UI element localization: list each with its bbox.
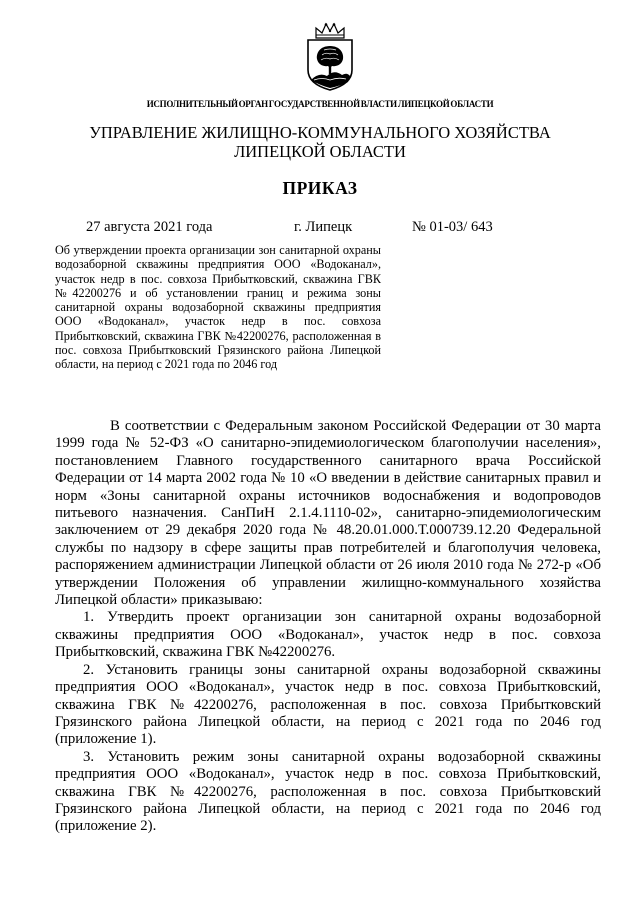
document-title: ПРИКАЗ [282,178,358,198]
document-city: г. Липецк [294,219,353,235]
department-line-1: УПРАВЛЕНИЕ ЖИЛИЩНО-КОММУНАЛЬНОГО ХОЗЯЙСТВА [89,123,551,142]
document-date: 27 августа 2021 года [86,219,213,235]
department-name [0,123,640,161]
order-item-1: 1. Утвердить проект организации зон санитарной охраны водозаборной скважины предприятия ООО «Водоканал», участок недр в пос. совхоза Прибытковский, скважина ГВК №42200276. [55,609,601,661]
coat-of-arms-icon [302,22,358,92]
preamble-paragraph: В соответствии с Федеральным законом Российской Федерации от 30 марта 1999 года № 52-ФЗ «О санитарно-эпидемиологическом благополучии населения», постановлением Главного государственного санитарного врача Российской Федерации от 14 марта 2002 года № 10 «О введении в действие санитарных правил и норм «Зоны санитарной охраны источников водоснабжения и водопроводов питьевого назначения. СанПиН 2.1.4.1110-02», санитарно-эпидемиологическим заключением от 29 декабря 2020 года № 48.20.01.000.Т.000739.12.20 Федеральной службы по надзору в сфере защиты прав потребителей и благополучия человека, распоряжением администрации Липецкой области от 26 июля 2010 года № 272-р «Об утверждении Положения об управлении жилищно-коммунального хозяйства Липецкой области» приказываю: [55,418,601,609]
order-item-3: 3. Установить режим зоны санитарной охраны водозаборной скважины предприятия ООО «Водоканал», участок недр в пос. совхоза Прибытковский, скважина ГВК №42200276, расположенная в пос. совхоза Прибытковский Грязинского района Липецкой области, на период с 2021 года по 2046 год (приложение 2). [55,748,601,835]
authority-name: ИСПОЛНИТЕЛЬНЫЙ ОРГАН ГОСУДАРСТВЕННОЙ ВЛАСТИ ЛИПЕЦКОЙ ОБЛАСТИ [146,99,494,109]
document-number: № 01-03/ 643 [412,219,493,235]
department-line-2: ЛИПЕЦКОЙ ОБЛАСТИ [234,142,406,161]
document-body [55,418,601,836]
order-item-2: 2. Установить границы зоны санитарной охраны водозаборной скважины предприятия ООО «Водоканал», участок недр в пос. совхоза Прибытковский, скважина ГВК №42200276, расположенная в пос. совхоза Прибытковский Грязинского района Липецкой области, на период с 2021 года по 2046 год (приложение 1). [55,661,601,748]
document-subject: Об утверждении проекта организации зон санитарной охраны водозаборной скважины предприятия ООО «Водоканал», участок недр в пос. совхоза Прибытковский, скважина ГВК №42200276 и об установлении границ и режима зоны санитарной охраны водозаборной скважины предприятия ООО «Водоканал», участок недр в пос. совхоза Прибытковский, скважина ГВК №42200276, расположенная в пос. совхоза Прибытковский Грязинского района Липецкой области, на период с 2021 года по 2046 год [55,243,381,372]
